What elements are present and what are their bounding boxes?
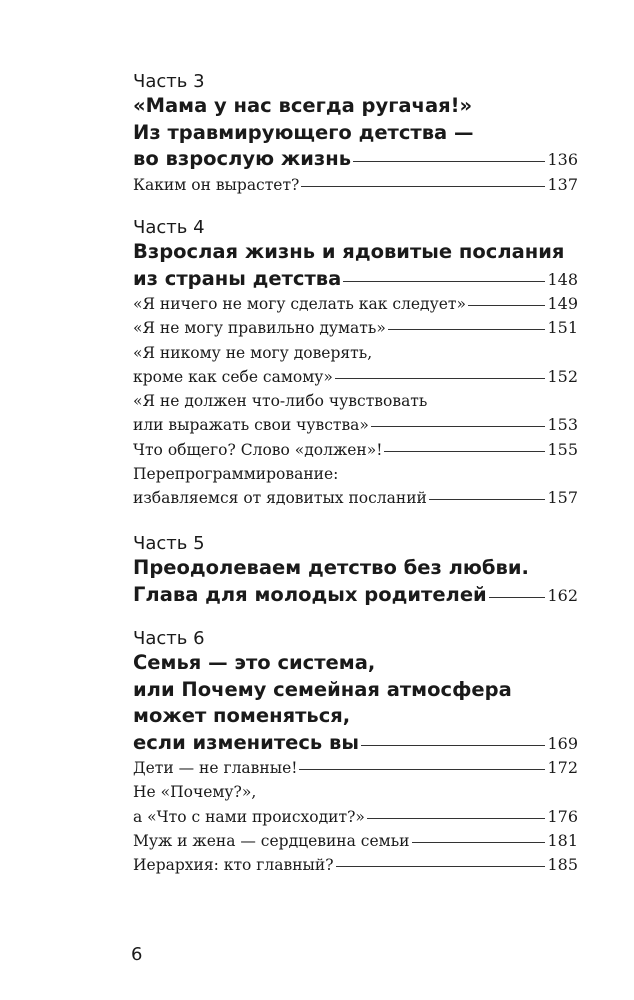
toc-part-5 [133,533,578,608]
entry-text: «Я ничего не могу сделать как следует» [133,295,466,313]
part-title-line: если изменитесь вы [133,730,359,754]
part-title-line: «Мама у нас всегда ругачая!» [133,94,473,117]
part-title-line: из страны детства [133,266,342,290]
entry-text: избавляемся от ядовитых посланий [133,489,427,508]
page-folio: 6 [131,944,143,965]
page-number: 162 [547,585,578,605]
dot-leader [468,305,546,306]
page-number: 185 [547,855,578,875]
part-label: Часть 6 [133,628,205,649]
toc-entry [133,173,578,197]
toc-entry [133,853,578,877]
page-number: 157 [547,488,578,508]
dot-leader [412,842,546,843]
part-title [133,650,578,756]
dot-leader [301,186,545,187]
part-label: Часть 3 [133,71,205,92]
entry-text: «Я не должен что-либо чувствовать [133,392,428,411]
part-title-line: Взрослая жизнь и ядовитые послания [133,240,565,263]
entry-text: Что общего? Слово «должен»! [133,440,383,459]
entry-text: Каким он вырастет? [133,175,300,194]
part-title [133,93,578,173]
toc-part-6 [133,628,578,877]
entry-text: Муж и жена — сердцевина семьи [133,831,410,850]
entry-text: кроме как себе самому» [133,367,333,386]
toc-entry [133,780,578,829]
toc-part-4 [133,217,578,511]
dot-leader [343,281,545,282]
part-label: Часть 4 [133,217,205,238]
dot-leader [299,769,545,770]
dot-leader [335,378,546,379]
part-title-line: Семья — это система, [133,651,376,674]
dot-leader [367,818,546,819]
part-title-line: во взрослую жизнь [133,147,352,170]
page-number: 176 [547,806,578,826]
page-number: 172 [547,758,578,777]
dot-leader [371,426,546,427]
page-number: 181 [547,830,578,850]
page-number: 169 [547,733,578,753]
part-title [133,239,578,292]
entry-text: Не «Почему?», [133,783,257,802]
part-title [133,555,578,608]
part-title-line: или Почему семейная атмосфера [133,677,512,701]
toc-entry [133,316,578,340]
toc-entry [133,341,578,390]
toc-entry [133,829,578,853]
page-number: 155 [547,439,578,459]
part-title-line: Глава для молодых родителей [133,582,487,606]
page-number: 148 [547,269,578,289]
page-number: 137 [547,174,578,194]
page-number: 151 [547,318,578,338]
page-number: 152 [547,366,578,386]
entry-text: Иерархия: кто главный? [133,856,334,875]
entry-text: Дети — не главные! [133,759,298,777]
part-label: Часть 5 [133,533,205,554]
part-title-line: Преодолеваем детство без любви. [133,556,529,579]
toc-entry [133,462,578,511]
dot-leader [388,329,546,330]
page-number: 153 [547,415,578,435]
toc-entry [133,389,578,438]
toc-part-3 [133,71,578,197]
part-title-line: может поменяться, [133,704,351,727]
dot-leader [353,161,545,162]
entry-text: «Я никому не могу доверять, [133,343,373,362]
toc-entry [133,756,578,780]
dot-leader [429,499,546,500]
dot-leader [384,451,545,452]
entry-text: а «Что с нами происходит?» [133,807,365,826]
toc-entry [133,438,578,462]
entry-text: «Я не могу правильно думать» [133,319,386,338]
dot-leader [336,866,546,867]
toc-entry [133,292,578,316]
dot-leader [489,597,546,598]
dot-leader [361,745,545,746]
page-number: 136 [547,150,578,169]
page-number: 149 [547,294,578,313]
entry-text: или выражать свои чувства» [133,416,369,435]
entry-text: Перепрограммирование: [133,465,339,484]
part-title-line: Из травмирующего детства — [133,120,474,144]
